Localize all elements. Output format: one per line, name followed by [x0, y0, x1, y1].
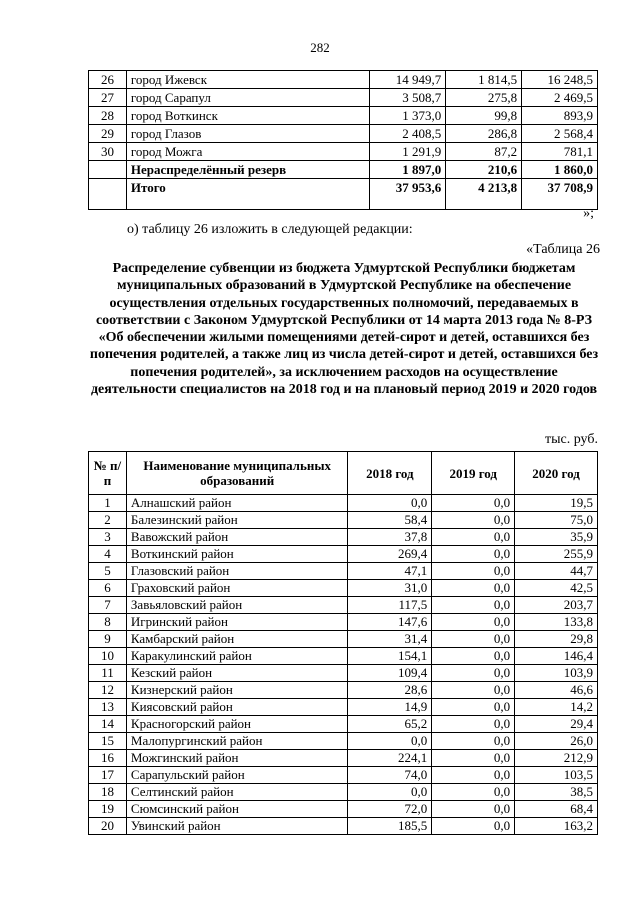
row-value-2018: 0,0	[348, 784, 432, 801]
table-row	[89, 71, 598, 89]
row-value-2018: 0,0	[348, 495, 432, 512]
row-value-2018: 147,6	[348, 614, 432, 631]
total-value-3: 37 708,9	[522, 179, 598, 210]
reserve-label: Нераспределённый резерв	[126, 161, 370, 179]
row-value-2019: 0,0	[432, 750, 515, 767]
header-name: Наименование муниципальных образований	[126, 452, 348, 495]
row-number: 15	[89, 733, 127, 750]
row-value-2020: 38,5	[515, 784, 598, 801]
row-value-2020: 103,5	[515, 767, 598, 784]
row-value-2019: 0,0	[432, 818, 515, 835]
row-number: 6	[89, 580, 127, 597]
row-value-3: 2 469,5	[522, 89, 598, 107]
row-value-2018: 224,1	[348, 750, 432, 767]
table-row	[89, 107, 598, 125]
row-value-2019: 0,0	[432, 784, 515, 801]
row-name: Каракулинский район	[126, 648, 348, 665]
row-value-2018: 58,4	[348, 512, 432, 529]
total-value-2: 4 213,8	[446, 179, 522, 210]
table-row	[89, 580, 598, 597]
row-value-2020: 68,4	[515, 801, 598, 818]
row-number: 28	[89, 107, 127, 125]
reserve-value-1: 1 897,0	[370, 161, 446, 179]
row-number: 13	[89, 699, 127, 716]
row-number: 18	[89, 784, 127, 801]
row-value-2018: 31,4	[348, 631, 432, 648]
row-value-2020: 146,4	[515, 648, 598, 665]
row-value-2018: 185,5	[348, 818, 432, 835]
row-value-2020: 29,8	[515, 631, 598, 648]
table-row	[89, 818, 598, 835]
row-name: город Глазов	[126, 125, 370, 143]
row-value-1: 14 949,7	[370, 71, 446, 89]
table-row	[89, 597, 598, 614]
row-value-2019: 0,0	[432, 631, 515, 648]
row-value-2018: 65,2	[348, 716, 432, 733]
table-row	[89, 733, 598, 750]
row-value-2019: 0,0	[432, 699, 515, 716]
row-value-2020: 42,5	[515, 580, 598, 597]
subvention-table	[88, 451, 598, 835]
row-number	[89, 179, 127, 210]
row-value-2019: 0,0	[432, 495, 515, 512]
amendment-instruction: о) таблицу 26 изложить в следующей редакции:	[127, 222, 413, 237]
row-value-2: 87,2	[446, 143, 522, 161]
row-value-2019: 0,0	[432, 614, 515, 631]
table-title: Распределение субвенции из бюджета Удмуртской Республики бюджетам муниципальных образований в Удмуртской Республике на обеспечение осуществления отдельных государственных полномочий, передаваемых в соответствии с Законом Удмуртской Республики от 14 марта 2013 года № 8-РЗ «Об обеспечении жилыми помещениями детей-сирот и детей, оставшихся без попечения родителей, а также лиц из числа детей-сирот и детей, оставшихся без попечения родителей», за исключением расходов на осуществление деятельности специалистов на 2018 год и на плановый период 2019 и 2020 годов	[89, 261, 599, 398]
row-value-3: 781,1	[522, 143, 598, 161]
row-name: Завьяловский район	[126, 597, 348, 614]
row-value-2019: 0,0	[432, 665, 515, 682]
row-name: Глазовский район	[126, 563, 348, 580]
row-name: Кизнерский район	[126, 682, 348, 699]
row-value-2019: 0,0	[432, 529, 515, 546]
row-number: 16	[89, 750, 127, 767]
row-value-2020: 163,2	[515, 818, 598, 835]
row-value-2018: 31,0	[348, 580, 432, 597]
row-value-2018: 269,4	[348, 546, 432, 563]
row-number: 11	[89, 665, 127, 682]
row-number: 14	[89, 716, 127, 733]
row-value-2018: 74,0	[348, 767, 432, 784]
row-number: 1	[89, 495, 127, 512]
table-row	[89, 631, 598, 648]
table-row	[89, 784, 598, 801]
table-row	[89, 125, 598, 143]
row-value-2019: 0,0	[432, 597, 515, 614]
closing-quote: »;	[583, 206, 594, 221]
row-value-2019: 0,0	[432, 733, 515, 750]
table-row	[89, 767, 598, 784]
reserve-value-2: 210,6	[446, 161, 522, 179]
previous-table	[88, 70, 598, 210]
row-number: 9	[89, 631, 127, 648]
header-number: № п/п	[89, 452, 127, 495]
row-value-2: 275,8	[446, 89, 522, 107]
row-number: 5	[89, 563, 127, 580]
row-value-2018: 28,6	[348, 682, 432, 699]
row-name: город Сарапул	[126, 89, 370, 107]
row-name: Селтинский район	[126, 784, 348, 801]
row-value-2019: 0,0	[432, 512, 515, 529]
header-2020: 2020 год	[515, 452, 598, 495]
row-name: Камбарский район	[126, 631, 348, 648]
header-row	[89, 452, 598, 495]
row-number: 19	[89, 801, 127, 818]
row-value-2020: 103,9	[515, 665, 598, 682]
row-name: Киясовский район	[126, 699, 348, 716]
row-number: 29	[89, 125, 127, 143]
row-value-2018: 37,8	[348, 529, 432, 546]
row-number: 10	[89, 648, 127, 665]
row-value-1: 1 373,0	[370, 107, 446, 125]
row-number: 12	[89, 682, 127, 699]
row-value-2020: 46,6	[515, 682, 598, 699]
row-value-2020: 75,0	[515, 512, 598, 529]
row-number: 8	[89, 614, 127, 631]
table-row	[89, 801, 598, 818]
row-number: 4	[89, 546, 127, 563]
row-value-2020: 26,0	[515, 733, 598, 750]
row-value-3: 2 568,4	[522, 125, 598, 143]
table-row	[89, 750, 598, 767]
row-value-2018: 154,1	[348, 648, 432, 665]
table-row	[89, 546, 598, 563]
row-number: 3	[89, 529, 127, 546]
row-name: Граховский район	[126, 580, 348, 597]
row-value-2018: 109,4	[348, 665, 432, 682]
table-row	[89, 512, 598, 529]
row-value-2020: 35,9	[515, 529, 598, 546]
row-value-2018: 117,5	[348, 597, 432, 614]
row-value-2020: 19,5	[515, 495, 598, 512]
total-value-1: 37 953,6	[370, 179, 446, 210]
table-row	[89, 529, 598, 546]
row-value-2: 99,8	[446, 107, 522, 125]
table-row	[89, 682, 598, 699]
row-value-2020: 44,7	[515, 563, 598, 580]
row-value-1: 2 408,5	[370, 125, 446, 143]
row-value-2018: 47,1	[348, 563, 432, 580]
table-row	[89, 563, 598, 580]
row-name: Сарапульский район	[126, 767, 348, 784]
row-value-2020: 255,9	[515, 546, 598, 563]
row-name: Кезский район	[126, 665, 348, 682]
row-value-2: 1 814,5	[446, 71, 522, 89]
row-name: Воткинский район	[126, 546, 348, 563]
row-name: город Воткинск	[126, 107, 370, 125]
row-value-2019: 0,0	[432, 682, 515, 699]
row-name: Сюмсинский район	[126, 801, 348, 818]
table-row	[89, 614, 598, 631]
table-row	[89, 716, 598, 733]
row-value-1: 1 291,9	[370, 143, 446, 161]
row-value-2020: 212,9	[515, 750, 598, 767]
row-name: Можгинский район	[126, 750, 348, 767]
table-row	[89, 648, 598, 665]
row-name: Балезинский район	[126, 512, 348, 529]
row-name: Вавожский район	[126, 529, 348, 546]
row-name: Алнашский район	[126, 495, 348, 512]
units-label: тыс. руб.	[545, 432, 598, 447]
row-value-3: 893,9	[522, 107, 598, 125]
row-name: город Можга	[126, 143, 370, 161]
table-label: «Таблица 26	[526, 242, 600, 257]
row-value-2019: 0,0	[432, 546, 515, 563]
table-row	[89, 699, 598, 716]
row-value-2018: 0,0	[348, 733, 432, 750]
header-2019: 2019 год	[432, 452, 515, 495]
total-label: Итого	[126, 179, 370, 210]
row-value-1: 3 508,7	[370, 89, 446, 107]
row-value-3: 16 248,5	[522, 71, 598, 89]
row-value-2018: 14,9	[348, 699, 432, 716]
row-value-2020: 133,8	[515, 614, 598, 631]
row-value-2019: 0,0	[432, 648, 515, 665]
reserve-row	[89, 161, 598, 179]
total-row	[89, 179, 598, 210]
page-number: 282	[310, 40, 330, 55]
table-row	[89, 143, 598, 161]
row-number: 17	[89, 767, 127, 784]
row-name: Красногорский район	[126, 716, 348, 733]
row-value-2020: 29,4	[515, 716, 598, 733]
row-name: Игринский район	[126, 614, 348, 631]
row-value-2019: 0,0	[432, 563, 515, 580]
row-number: 27	[89, 89, 127, 107]
row-number: 7	[89, 597, 127, 614]
row-value-2019: 0,0	[432, 580, 515, 597]
row-value-2019: 0,0	[432, 801, 515, 818]
row-name: Увинский район	[126, 818, 348, 835]
row-name: город Ижевск	[126, 71, 370, 89]
row-number: 20	[89, 818, 127, 835]
row-number	[89, 161, 127, 179]
row-number: 2	[89, 512, 127, 529]
reserve-value-3: 1 860,0	[522, 161, 598, 179]
table-row	[89, 665, 598, 682]
header-2018: 2018 год	[348, 452, 432, 495]
row-value-2019: 0,0	[432, 716, 515, 733]
row-value-2020: 14,2	[515, 699, 598, 716]
table-row	[89, 89, 598, 107]
row-number: 26	[89, 71, 127, 89]
row-value-2018: 72,0	[348, 801, 432, 818]
row-number: 30	[89, 143, 127, 161]
table-row	[89, 495, 598, 512]
row-name: Малопургинский район	[126, 733, 348, 750]
row-value-2019: 0,0	[432, 767, 515, 784]
row-value-2: 286,8	[446, 125, 522, 143]
row-value-2020: 203,7	[515, 597, 598, 614]
